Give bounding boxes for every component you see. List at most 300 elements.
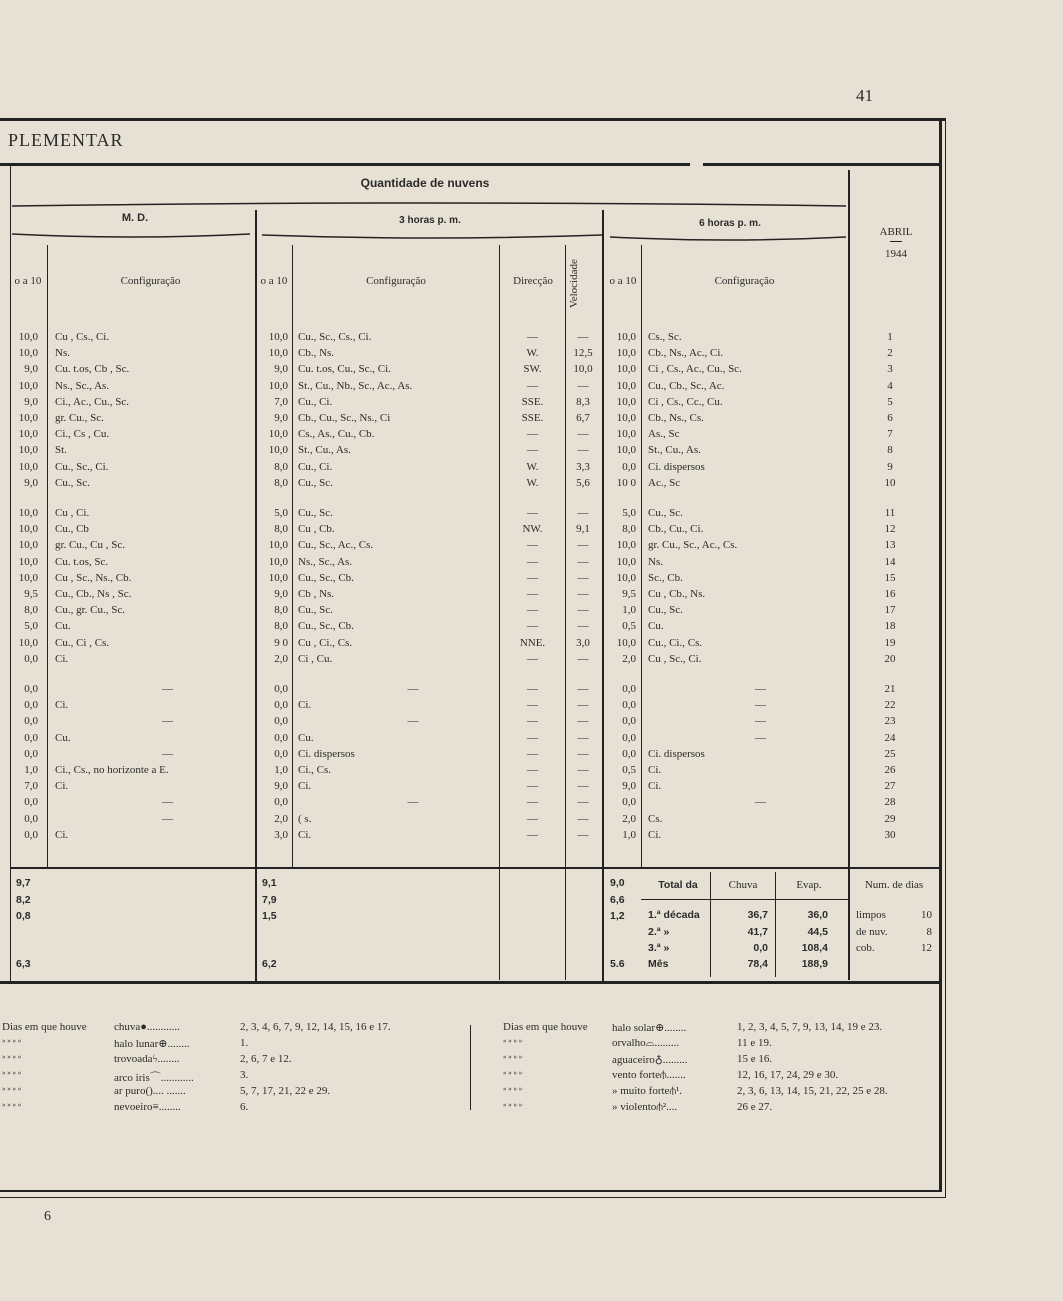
cell-h6-v: 0,0	[622, 796, 636, 809]
legend-prefix: » » » »	[2, 1085, 22, 1093]
cell-h3-v: 2,0	[274, 652, 288, 665]
leader-dots: .... .......	[152, 1085, 186, 1097]
month-dash	[890, 241, 902, 242]
cell-h6-c: Cu., Cb., Sc., Ac.	[648, 379, 725, 392]
cell-vel: —	[577, 539, 589, 552]
cell-md-c: Cu., Sc.	[55, 476, 90, 489]
cell-md-c: Ns., Sc., As.	[55, 379, 110, 392]
leader-dots: ....	[666, 1101, 678, 1113]
month-label: ABRIL	[879, 226, 913, 238]
h3-summary-value: 7,9	[262, 894, 277, 906]
cell-h3-c: Cb , Ns.	[298, 588, 335, 600]
cell-vel: —	[577, 604, 589, 617]
sum-line-1	[710, 872, 711, 977]
cell-vel: 12,5	[573, 347, 593, 360]
decade-evap: 44,5	[807, 926, 828, 938]
legend-days: 2, 3, 4, 6, 7, 9, 12, 14, 15, 16 e 17.	[240, 1021, 391, 1033]
cell-md-c: gr. Cu., Sc.	[55, 412, 104, 424]
cell-h3-v: 3,0	[274, 828, 288, 841]
legend-entry	[612, 1037, 679, 1050]
cell-day: 18	[884, 620, 896, 633]
cell-h3-c: ( s.	[298, 812, 312, 825]
legend-days: 26 e 27.	[737, 1101, 773, 1113]
cell-h3-c: Cu., Sc.	[298, 507, 333, 519]
h6-range-header: o a 10	[609, 275, 637, 287]
cell-h6-v: 10,0	[616, 636, 636, 649]
cell-h3-c: Cu., Sc., Cb.	[298, 620, 354, 633]
sum-line-2	[775, 872, 776, 977]
cell-h6-c: Cu , Cb., Ns.	[648, 588, 706, 600]
cell-md-c: Cu., Ci , Cs.	[55, 636, 110, 649]
legend-label: nevoeiro	[114, 1101, 153, 1113]
cell-h3-c: Ci.	[298, 699, 312, 712]
cell-dir: —	[527, 780, 538, 793]
cell-h6-v: 0,0	[622, 747, 636, 760]
cell-vel: —	[577, 444, 589, 457]
cell-md-c: Cu. t.os, Sc.	[55, 555, 109, 568]
cell-h6-c: —	[755, 731, 766, 744]
decade-label: 3.ª »	[648, 942, 670, 954]
summary-rule	[10, 867, 940, 869]
cell-md-c: Cu.	[55, 731, 71, 744]
cell-md-v: 7,0	[24, 780, 38, 793]
cell-md-c: Ci., Cs , Cu.	[55, 428, 110, 441]
cell-h6-c: Ac., Sc	[648, 476, 681, 489]
weather-symbol-icon: ≡	[152, 1101, 159, 1113]
cell-dir: —	[527, 604, 538, 617]
md-config-header: Configuração	[120, 275, 181, 287]
legend-entry	[114, 1021, 180, 1033]
cell-md-c: —	[162, 796, 173, 809]
cell-h6-c: Cs., Sc.	[648, 331, 682, 343]
legend-entry	[612, 1085, 682, 1098]
bottom-frame	[0, 1190, 942, 1192]
cell-h6-v: 9,0	[622, 780, 636, 793]
legend-entry	[612, 1053, 688, 1066]
cell-vel: —	[577, 331, 589, 343]
cell-h3-c: Cu., Sc., Cs., Ci.	[298, 331, 372, 343]
cell-md-v: 10,0	[18, 555, 38, 568]
cell-vel: —	[577, 828, 589, 841]
leader-dots: .	[679, 1085, 683, 1097]
legend-days: 5, 7, 17, 21, 22 e 29.	[240, 1085, 331, 1097]
legend-entry	[114, 1085, 186, 1097]
cell-md-c: Ci.	[55, 652, 69, 665]
legend-label: vento forte	[612, 1069, 660, 1081]
cell-md-v: 0,0	[24, 731, 38, 744]
table-bottom-rule	[0, 981, 942, 984]
cell-day: 9	[887, 460, 893, 473]
cell-dir: —	[527, 379, 538, 392]
cell-h6-c: —	[755, 683, 766, 695]
md-summary-value: 6,3	[16, 958, 31, 970]
cell-h3-c: Cb., Cu., Sc., Ns., Ci	[298, 412, 391, 424]
cell-md-c: Ci.	[55, 828, 69, 841]
cell-md-c: —	[162, 715, 173, 728]
cell-vel: 3,0	[576, 636, 590, 649]
cell-md-v: 9,0	[24, 395, 38, 408]
weather-symbol-icon: ●	[140, 1021, 147, 1033]
cell-day: 8	[887, 444, 893, 457]
cell-dir: W.	[526, 460, 539, 473]
cell-day: 20	[884, 652, 896, 665]
cell-dir: —	[527, 731, 538, 744]
cell-h3-v: 10,0	[268, 379, 288, 392]
legend-entry	[612, 1069, 686, 1082]
decade-evap: 108,4	[801, 942, 828, 954]
cell-h6-c: Cu.	[648, 620, 664, 633]
cell-md-c: Cu.	[55, 620, 71, 633]
cell-h3-v: 9,0	[274, 412, 288, 424]
cell-h3-v: 8,0	[274, 476, 288, 489]
cell-md-c: Cu., Sc., Ci.	[55, 460, 109, 473]
cell-dir: —	[527, 620, 538, 633]
legend-prefix: » » » »	[503, 1069, 523, 1077]
cell-md-c: Cu., gr. Cu., Sc.	[55, 604, 125, 617]
header-rule-right	[703, 163, 939, 166]
cell-h6-c: Sc., Cb.	[648, 571, 683, 584]
cell-day: 10	[884, 476, 896, 489]
cell-day: 22	[884, 699, 896, 712]
cell-h6-v: 0,0	[622, 683, 636, 695]
cell-h6-v: 0,5	[622, 620, 636, 633]
cell-day: 30	[884, 828, 896, 841]
cell-h3-v: 10,0	[268, 331, 288, 343]
cell-md-c: Ns.	[55, 347, 70, 360]
cell-h3-v: 0,0	[274, 699, 288, 712]
cell-md-c: Cu. t.os, Cb , Sc.	[55, 363, 130, 376]
cell-h3-v: 0,0	[274, 715, 288, 728]
cell-day: 24	[884, 731, 896, 744]
cell-h3-c: Cu., Sc.	[298, 476, 333, 489]
h6-config-header: Configuração	[714, 275, 775, 287]
cell-dir: —	[527, 747, 538, 760]
md-summary-value: 0,8	[16, 910, 31, 922]
cell-h3-v: 9,0	[274, 588, 288, 600]
cell-md-v: 0,0	[24, 699, 38, 712]
footer-divider	[470, 1025, 471, 1110]
cell-h3-c: Cu.	[298, 731, 314, 744]
cell-h6-v: 1,0	[622, 604, 636, 617]
cell-day: 3	[887, 363, 893, 376]
cell-vel: —	[577, 379, 589, 392]
legend-prefix: » » » »	[503, 1053, 523, 1061]
cell-vel: —	[577, 764, 589, 776]
cell-h6-c: Ci. dispersos	[648, 747, 705, 760]
cell-dir: —	[527, 715, 538, 728]
cell-day: 2	[887, 347, 893, 360]
cell-h6-v: 10,0	[616, 571, 636, 584]
cell-vel: —	[577, 796, 589, 809]
legend-label: orvalho	[612, 1037, 646, 1049]
legend-label: halo lunar	[114, 1038, 159, 1050]
cell-dir: —	[527, 796, 538, 809]
cell-day: 27	[884, 780, 896, 793]
cell-h6-c: Cu , Sc., Ci.	[648, 652, 702, 665]
cell-md-c: St.	[55, 444, 67, 457]
cell-md-v: 9,0	[24, 476, 38, 489]
weather-symbol-icon: ⫛	[659, 1069, 667, 1081]
cell-md-c: Ci., Cs., no horizonte a E.	[55, 764, 169, 776]
legend-days: 3.	[240, 1069, 249, 1081]
cell-vel: —	[577, 507, 589, 519]
cell-vel: 9,1	[576, 523, 590, 536]
decade-evap: 36,0	[807, 909, 828, 921]
cell-dir: NNE.	[519, 636, 546, 649]
cell-vel: —	[577, 428, 589, 441]
cell-vel: —	[577, 812, 589, 825]
cell-vel: —	[577, 555, 589, 568]
cell-day: 19	[884, 636, 896, 649]
cell-vel: —	[577, 652, 589, 665]
cell-md-c: gr. Cu., Cu , Sc.	[55, 539, 125, 552]
cell-day: 26	[884, 764, 896, 776]
cell-h6-c: Cb., Cu., Ci.	[648, 523, 704, 536]
h6-summary-value: 5.6	[610, 958, 625, 970]
cell-day: 13	[884, 539, 896, 552]
h6-summary-value: 9,0	[610, 877, 625, 889]
legend-days: 15 e 16.	[737, 1053, 773, 1065]
legend-entry	[114, 1037, 190, 1050]
cell-h3-v: 10,0	[268, 444, 288, 457]
cell-vel: 3,3	[576, 460, 590, 473]
cell-md-v: 0,0	[24, 747, 38, 760]
clouds-title: Quantidade de nuvens	[360, 176, 490, 190]
cell-dir: —	[527, 588, 538, 600]
cell-md-c: —	[162, 747, 173, 760]
cell-dir: W.	[526, 476, 539, 489]
leader-dots: .........	[654, 1037, 680, 1049]
md-summary-value: 9,7	[16, 877, 31, 889]
cell-h3-v: 9,0	[274, 780, 288, 793]
decade-chuva: 0,0	[753, 942, 768, 954]
cell-md-v: 10,0	[18, 636, 38, 649]
num-dias-label: Num. de dias	[864, 879, 924, 891]
cell-h6-c: Ci , Cs., Cc., Cu.	[648, 395, 723, 408]
leader-dots: ........	[158, 1101, 181, 1113]
cell-h3-v: 10,0	[268, 347, 288, 360]
weather-symbol-icon: ⌓	[645, 1037, 655, 1049]
cell-h3-v: 1,0	[274, 764, 288, 776]
cell-md-v: 10,0	[18, 428, 38, 441]
legend-label: ar puro	[114, 1085, 146, 1097]
cell-md-v: 0,0	[24, 812, 38, 825]
legend-days: 1.	[240, 1037, 249, 1049]
cell-dir: —	[527, 652, 538, 665]
cell-h3-v: 8,0	[274, 604, 288, 617]
page-heading: PLEMENTAR	[8, 130, 124, 150]
weather-symbol-icon: ♁	[654, 1054, 663, 1066]
cell-h6-v: 0,0	[622, 460, 636, 473]
h6-summary-value: 1,2	[610, 910, 625, 922]
cell-h6-v: 1,0	[622, 828, 636, 841]
cell-md-c: Cu., Cb., Ns , Sc.	[55, 588, 132, 600]
leader-dots: ........	[167, 1038, 190, 1050]
cell-day: 5	[887, 395, 893, 408]
cell-h3-c: Cu , Ci., Cs.	[298, 636, 353, 649]
cell-md-c: Ci.	[55, 780, 69, 793]
count-label: limpos	[856, 909, 886, 921]
legend-prefix: » » » »	[2, 1069, 22, 1077]
legend-days: 12, 16, 17, 24, 29 e 30.	[737, 1069, 839, 1081]
cell-md-v: 9,5	[24, 588, 38, 600]
cell-h6-c: St., Cu., As.	[648, 444, 701, 457]
cell-dir: —	[527, 444, 538, 457]
h6-header: 6 horas p. m.	[699, 218, 761, 229]
cell-h3-c: Ci.	[298, 828, 312, 841]
col-line-h6	[641, 245, 642, 867]
cell-h6-v: 10,0	[616, 379, 636, 392]
cell-day: 4	[887, 379, 893, 392]
cell-h6-v: 10,0	[616, 444, 636, 457]
cell-dir: SSE.	[521, 412, 544, 424]
cell-h6-c: gr. Cu., Sc., Ac., Cs.	[648, 539, 738, 552]
cell-h6-v: 10,0	[616, 331, 636, 343]
bottom-page-number: 6	[44, 1209, 51, 1224]
cell-day: 16	[884, 588, 896, 600]
cell-h3-c: Cu., Ci.	[298, 395, 333, 408]
leader-dots: ............	[146, 1021, 180, 1033]
weather-symbol-icon: ()	[145, 1085, 153, 1097]
cell-h3-c: Cu., Sc., Ac., Cs.	[298, 539, 374, 552]
cell-day: 17	[884, 604, 896, 617]
cell-day: 14	[884, 555, 896, 568]
evap-label: Evap.	[796, 879, 822, 891]
h3-summary-value: 9,1	[262, 877, 277, 889]
cell-dir: —	[527, 428, 538, 441]
md-swash	[12, 232, 250, 240]
cell-md-v: 10,0	[18, 331, 38, 343]
cell-h3-c: St., Cu., As.	[298, 444, 351, 457]
decade-chuva: 78,4	[747, 958, 768, 970]
decade-label: 1.ª década	[648, 909, 700, 921]
cell-md-c: —	[162, 683, 173, 695]
cell-dir: —	[527, 539, 538, 552]
cell-day: 21	[884, 683, 896, 695]
cell-h6-v: 5,0	[622, 507, 636, 519]
cell-h6-c: Cu., Sc.	[648, 604, 683, 617]
cell-h6-c: Ci.	[648, 828, 662, 841]
cell-md-v: 10,0	[18, 412, 38, 424]
weather-symbol-icon: ⌒	[149, 1072, 161, 1084]
cell-h3-c: Cu., Sc.	[298, 604, 333, 617]
weather-symbol-icon: ϟ	[152, 1053, 158, 1065]
cell-h6-c: Cb., Ns., Ac., Ci.	[648, 347, 724, 360]
cell-h3-c: Cb., Ns.	[298, 347, 335, 360]
cell-h3-v: 10,0	[268, 555, 288, 568]
cell-md-v: 0,0	[24, 796, 38, 809]
legend-prefix: » » » »	[2, 1053, 22, 1061]
leader-dots: .......	[666, 1069, 686, 1081]
h6-summary-value: 6,6	[610, 894, 625, 906]
cell-h3-v: 7,0	[274, 395, 288, 408]
legend-entry	[114, 1069, 194, 1085]
cell-md-v: 10,0	[18, 539, 38, 552]
cell-dir: —	[527, 683, 538, 695]
h3-header: 3 horas p. m.	[399, 215, 461, 226]
cell-h6-c: Ci.	[648, 764, 662, 776]
cell-day: 6	[887, 412, 893, 424]
cell-h3-c: Ci., Cs.	[298, 764, 332, 776]
cell-h3-v: 0,0	[274, 683, 288, 695]
md-range-header: o a 10	[14, 275, 42, 287]
leader-dots: ............	[160, 1072, 194, 1084]
cell-h3-c: Ns., Sc., As.	[298, 555, 353, 568]
cell-h6-v: 0,0	[622, 715, 636, 728]
leader-dots: .........	[662, 1054, 688, 1066]
cell-dir: —	[527, 571, 538, 584]
cell-dir: W.	[526, 347, 539, 360]
cell-dir: SW.	[523, 363, 542, 376]
h3-summary-value: 6,2	[262, 958, 277, 970]
cell-md-v: 10,0	[18, 507, 38, 519]
cell-dir: NW.	[522, 523, 543, 536]
md-summary-value: 8,2	[16, 894, 31, 906]
cell-day: 29	[884, 812, 896, 825]
cell-vel: —	[577, 731, 589, 744]
cell-vel: —	[577, 588, 589, 600]
cell-h3-c: Cu , Cb.	[298, 523, 335, 536]
count-value: 12	[921, 942, 932, 954]
cell-h6-v: 10,0	[616, 395, 636, 408]
cell-vel: —	[577, 780, 589, 793]
weather-symbol-icon: ⫛²	[656, 1101, 667, 1113]
cell-dir: —	[527, 555, 538, 568]
cell-h6-v: 0,0	[622, 699, 636, 712]
cell-h3-v: 8,0	[274, 523, 288, 536]
cell-md-v: 9,0	[24, 363, 38, 376]
cell-h3-v: 10,0	[268, 539, 288, 552]
cell-h6-c: Ci. dispersos	[648, 460, 705, 473]
legend-days: 11 e 19.	[737, 1037, 772, 1049]
legend-entry	[114, 1101, 181, 1113]
cell-h6-v: 10,0	[616, 539, 636, 552]
sum-header-rule	[641, 899, 848, 900]
cell-md-v: 0,0	[24, 683, 38, 695]
header-rule-left	[0, 163, 690, 166]
cell-h6-v: 10,0	[616, 347, 636, 360]
bottom-frame-outer	[0, 1197, 946, 1198]
cell-h6-c: Ci , Cs., Ac., Cu., Sc.	[648, 363, 742, 376]
legend-prefix: Dias em que houve	[2, 1021, 87, 1033]
legend-entry	[612, 1021, 686, 1034]
cell-md-c: Cu., Cb	[55, 523, 89, 536]
legend-label: arco iris	[114, 1072, 150, 1084]
cell-day: 1	[887, 331, 893, 343]
legend-label: » muito forte	[612, 1085, 670, 1097]
cell-h3-v: 5,0	[274, 507, 288, 519]
cell-day: 25	[884, 747, 896, 760]
cell-dir: —	[527, 331, 538, 343]
cell-h6-c: —	[755, 699, 766, 712]
cell-vel: 6,7	[576, 412, 590, 424]
cell-h6-v: 10,0	[616, 363, 636, 376]
count-label: de nuv.	[856, 926, 888, 938]
weather-symbol-icon: ⫛¹	[669, 1085, 680, 1097]
leader-dots: ........	[157, 1053, 180, 1065]
count-value: 8	[926, 926, 932, 938]
cell-dir: —	[527, 699, 538, 712]
cell-h3-c: Ci.	[298, 780, 312, 793]
weather-symbol-icon: ⊕	[158, 1038, 168, 1050]
col-line-h6-end	[848, 170, 850, 980]
cell-h3-c: St., Cu., Nb., Sc., Ac., As.	[298, 379, 413, 392]
cell-h6-c: Cb., Ns., Cs.	[648, 412, 704, 424]
legend-prefix: » » » »	[2, 1037, 22, 1045]
cell-md-v: 10,0	[18, 460, 38, 473]
cell-h6-c: Ns.	[648, 555, 663, 568]
legend-days: 2, 6, 7 e 12.	[240, 1053, 292, 1065]
